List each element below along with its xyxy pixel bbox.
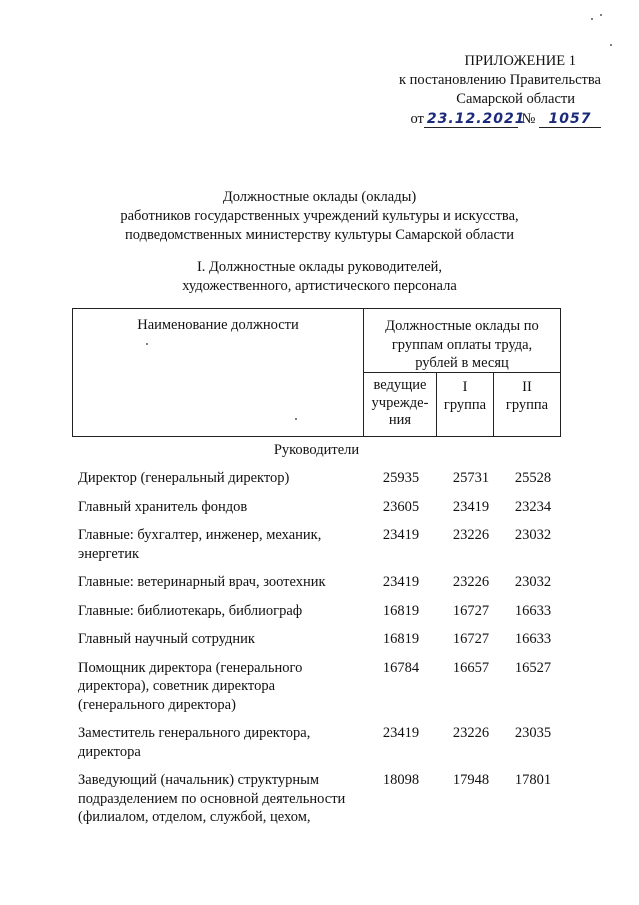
- table-row: [78, 526, 558, 563]
- salary-group-2: 23032: [514, 527, 552, 543]
- table-row: [78, 630, 558, 649]
- number-prefix: №: [521, 111, 536, 127]
- header-text: ведущие: [373, 377, 427, 393]
- document-title-line: работников государственных учреждений культуры и искусства,: [120, 208, 519, 224]
- appendix-date-line: [341, 110, 601, 129]
- header-text: II: [522, 379, 532, 395]
- salary-leading: 16819: [382, 602, 420, 619]
- salary-group-2: 25528: [514, 470, 552, 486]
- appendix-region-line: Самарской области: [456, 91, 575, 107]
- table-row: [78, 469, 558, 488]
- header-text: ния: [388, 412, 412, 428]
- header-text: I: [462, 379, 468, 395]
- salary-group-header-line: группам оплаты труда,: [391, 336, 533, 353]
- handwritten-number: 1057: [539, 111, 601, 128]
- section-title-line: I. Должностные оклады руководителей,: [196, 259, 443, 275]
- salary-group-2: 23035: [514, 725, 552, 741]
- salary-group-1: 17948: [452, 772, 490, 788]
- salary-group-header-line: рублей в месяц: [415, 355, 509, 371]
- category-heading: Руководители: [273, 442, 360, 458]
- scan-speck: [295, 418, 297, 420]
- position-name: Заведующий (начальник) структурным подразделением по основной деятельности (филиалом, отделом, службой, цехом,: [78, 772, 346, 825]
- position-name: Главные: библиотекарь, библиограф: [78, 602, 303, 619]
- salary-group-2: 23234: [514, 498, 552, 515]
- salary-group-1: 23226: [452, 574, 490, 590]
- salary-leading: 25935: [382, 470, 420, 486]
- salary-leading: 16819: [382, 631, 420, 647]
- salary-group-header-line: Должностные оклады по: [385, 318, 539, 334]
- header-text: учрежде-: [371, 394, 429, 411]
- position-name: Главный хранитель фондов: [78, 498, 248, 515]
- scan-speck: [610, 44, 612, 46]
- appendix-resolution-line: к постановлению Правительства: [399, 72, 601, 88]
- position-name: Главные: ветеринарный врач, зоотехник: [78, 574, 326, 590]
- scan-speck: [591, 18, 593, 20]
- salary-group-1: 23226: [452, 725, 490, 741]
- salary-leading: 16784: [382, 659, 420, 676]
- table-row: [78, 659, 558, 715]
- salary-group-1: 23226: [452, 527, 490, 543]
- salary-group-1: 16727: [452, 602, 490, 619]
- salary-group-header: [364, 309, 560, 373]
- document-title: [0, 188, 639, 245]
- position-name: Директор (генеральный директор): [78, 470, 290, 486]
- appendix-header: [341, 52, 601, 129]
- document-title-line: подведомственных министерству культуры Самарской области: [124, 227, 514, 243]
- position-name: Помощник директора (генерального директора), советник директора (генерального директора): [78, 659, 303, 713]
- section-title: [0, 258, 639, 296]
- document-title-line: Должностные оклады (оклады): [222, 189, 417, 205]
- position-name: Главные: бухгалтер, инженер, механик, энергетик: [78, 527, 322, 562]
- salary-group-1: 25731: [452, 470, 490, 486]
- position-name-header: Наименование должности: [73, 309, 364, 436]
- table-row: [78, 602, 558, 621]
- header-text: группа: [505, 396, 549, 413]
- date-prefix: от: [410, 111, 424, 127]
- position-name: Главный научный сотрудник: [78, 631, 255, 647]
- salary-group-2: 16633: [514, 631, 552, 647]
- scan-speck: [146, 343, 148, 345]
- salary-group-2: 17801: [514, 772, 552, 788]
- group-1-header: [437, 373, 494, 436]
- salary-leading: 23605: [382, 498, 420, 515]
- salary-group-2: 23032: [514, 574, 552, 590]
- table-row: [78, 573, 558, 592]
- salary-leading: 18098: [382, 772, 420, 788]
- header-text: группа: [443, 396, 487, 413]
- leading-institutions-header: [364, 373, 437, 436]
- salary-leading: 23419: [382, 574, 420, 590]
- section-title-line: художественного, артистического персонала: [182, 278, 457, 294]
- table-row: [78, 724, 558, 761]
- salary-leading: 23419: [382, 527, 420, 543]
- salary-group-1: 16727: [452, 631, 490, 647]
- table-header: [72, 308, 561, 437]
- group-2-header: [494, 373, 560, 436]
- table-row: [78, 771, 558, 827]
- table-row: [78, 498, 558, 517]
- salary-group-2: 16633: [514, 602, 552, 619]
- salary-leading: 23419: [382, 725, 420, 741]
- salary-group-1: 16657: [452, 659, 490, 676]
- scan-speck: [600, 14, 602, 16]
- appendix-title: ПРИЛОЖЕНИЕ 1: [464, 53, 576, 69]
- salary-group-2: 16527: [514, 659, 552, 676]
- position-name: Заместитель генерального директора, директора: [78, 725, 311, 760]
- table-body: [78, 469, 558, 837]
- handwritten-date: 23.12.2021: [424, 111, 518, 128]
- salary-group-1: 23419: [452, 498, 490, 515]
